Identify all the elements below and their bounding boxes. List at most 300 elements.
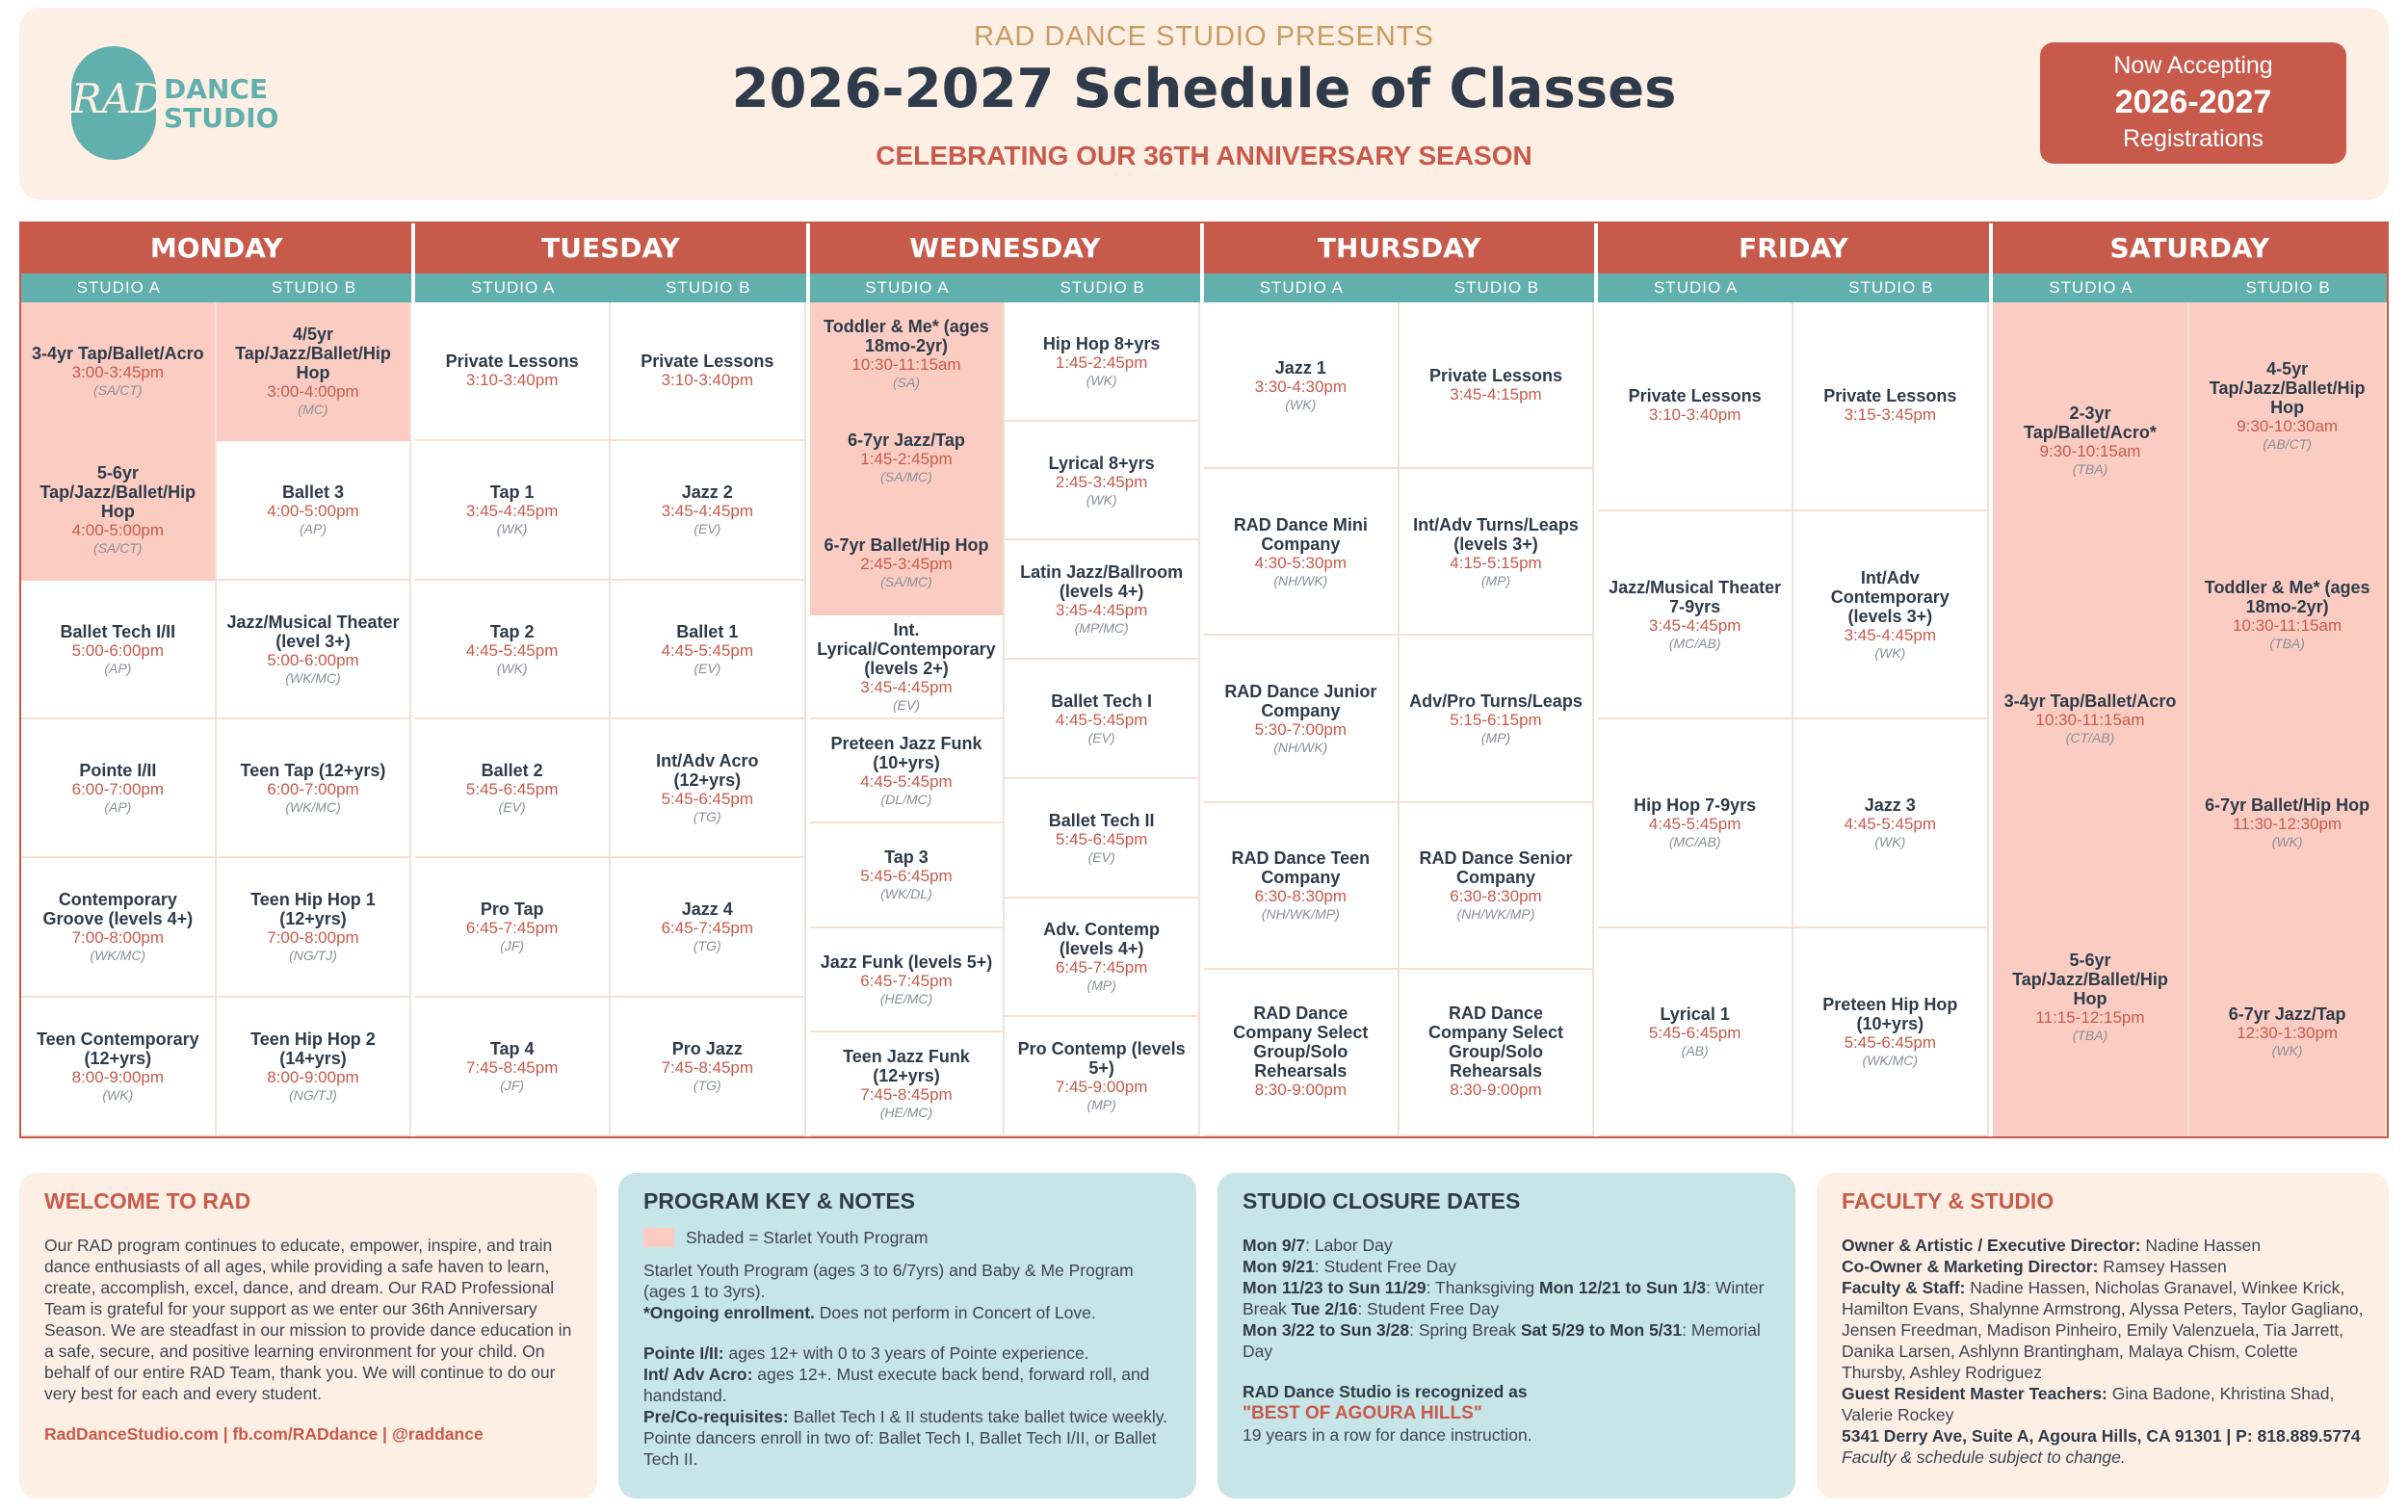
class-name: Toddler & Me* (ages 18mo-2yr) xyxy=(2204,577,2370,616)
closure-text-7: : Memorial Day xyxy=(1243,1320,1761,1361)
class-time: 12:30-1:30pm xyxy=(2237,1023,2339,1042)
class-name: Teen Hip Hop 2 (14+yrs) xyxy=(250,1029,376,1068)
prereq-notes xyxy=(643,1343,1171,1470)
closure-date-7: Sat 5/29 to Mon 5/31 xyxy=(1520,1320,1683,1340)
class-time: 4:45-5:45pm xyxy=(465,640,559,660)
class-cell xyxy=(810,511,1004,615)
closure-date-3: Mon 11/23 to Sun 11/29 xyxy=(1243,1278,1426,1297)
class-name: 5-6yr Tap/Jazz/Ballet/Hip Hop xyxy=(2012,950,2168,1008)
class-name: Jazz 2 xyxy=(681,482,733,503)
class-instructors: (MC/AB) xyxy=(1668,834,1721,850)
shaded-key-label: Shaded = Starlet Youth Program xyxy=(686,1228,929,1247)
class-instructors: (AB) xyxy=(1681,1042,1709,1058)
class-cell xyxy=(1204,970,1398,1136)
day-column-saturday xyxy=(1993,223,2387,1136)
class-cell xyxy=(1005,302,1198,422)
class-name: 4/5yr Tap/Jazz/Ballet/Hip Hop xyxy=(235,325,391,383)
class-cell xyxy=(415,998,609,1136)
class-name: RAD Dance Mini Company xyxy=(1233,514,1368,554)
class-time: 11:30-12:30pm xyxy=(2233,815,2343,834)
class-instructors: (EV) xyxy=(1087,848,1115,865)
class-instructors: (SA/MC) xyxy=(880,469,932,485)
class-cell xyxy=(1005,422,1198,541)
class-instructors: (TBA) xyxy=(2072,461,2108,478)
class-name: Private Lessons xyxy=(1823,386,1957,406)
day-column-monday xyxy=(21,223,415,1136)
class-name: Jazz/Musical Theater 7-9yrs xyxy=(1609,577,1782,616)
class-cell xyxy=(810,719,1004,823)
class-instructors: (EV) xyxy=(1087,729,1115,745)
class-cell xyxy=(1204,302,1398,469)
class-time: 1:45-2:45pm xyxy=(860,450,953,469)
registration-badge xyxy=(2040,42,2346,164)
class-time: 5:45-6:45pm xyxy=(661,790,754,809)
class-cell xyxy=(415,581,609,719)
class-name: Private Lessons xyxy=(641,352,774,372)
class-instructors: (SA/CT) xyxy=(93,382,143,399)
studio-labels xyxy=(810,274,1200,302)
class-name: Teen Tap (12+yrs) xyxy=(240,761,386,781)
class-cell xyxy=(21,581,215,719)
studio-label: STUDIO A xyxy=(1259,278,1344,297)
closure-date-1: Mon 9/7 xyxy=(1243,1236,1306,1255)
studio-b-column xyxy=(611,302,806,1136)
class-time: 3:45-4:45pm xyxy=(1844,625,1937,644)
class-name: 2-3yr Tap/Ballet/Acro* xyxy=(2024,404,2157,443)
class-name: RAD Dance Company Select Group/Solo Rehearsals xyxy=(1427,1004,1563,1082)
class-cell xyxy=(1400,970,1593,1136)
class-instructors: (NG/TJ) xyxy=(289,948,337,964)
class-instructors: (TG) xyxy=(693,1077,721,1093)
class-instructors: (SA/CT) xyxy=(93,540,143,557)
welcome-title: WELCOME TO RAD xyxy=(44,1188,251,1213)
class-name: Adv. Contemp (levels 4+) xyxy=(1043,920,1160,959)
studio-label: STUDIO B xyxy=(1060,278,1145,297)
class-name: RAD Dance Teen Company xyxy=(1231,848,1371,888)
class-name: Latin Jazz/Ballroom (levels 4+) xyxy=(1020,562,1184,602)
studio-a-column xyxy=(810,302,1006,1136)
class-cell xyxy=(21,302,215,441)
class-cell xyxy=(1204,636,1398,802)
class-cell xyxy=(415,719,609,858)
social-links[interactable]: RadDanceStudio.com | fb.com/RADdance | @raddance xyxy=(44,1424,484,1444)
class-instructors: (SA/MC) xyxy=(880,573,932,589)
day-header: SATURDAY xyxy=(1993,223,2387,274)
class-time: 9:30-10:30am xyxy=(2237,417,2339,436)
class-name: Private Lessons xyxy=(1428,365,1563,385)
studio-a-column xyxy=(21,302,217,1136)
class-instructors: (WK/MC) xyxy=(90,948,146,964)
class-time: 5:45-6:45pm xyxy=(1648,1023,1741,1042)
studio-a-column xyxy=(1204,302,1400,1136)
class-cell xyxy=(415,858,609,997)
class-instructors: (MP) xyxy=(1480,572,1511,588)
closure-date-6: Mon 3/22 to Sun 3/28 xyxy=(1243,1320,1410,1340)
class-cell xyxy=(1400,803,1593,970)
class-instructors: (MC/AB) xyxy=(1668,635,1721,651)
class-instructors: (WK) xyxy=(1285,396,1317,412)
closure-text-3: : Thanksgiving xyxy=(1426,1278,1540,1297)
studio-a-column xyxy=(415,302,611,1136)
class-cell xyxy=(21,858,215,997)
studio-label: STUDIO B xyxy=(1453,278,1540,297)
class-instructors: (MP) xyxy=(1480,729,1511,745)
class-name: 4-5yr Tap/Jazz/Ballet/Hip Hop xyxy=(2209,359,2366,418)
class-cell xyxy=(1005,1017,1198,1136)
class-cell xyxy=(1005,779,1198,899)
class-time: 5:45-6:45pm xyxy=(1844,1032,1937,1052)
class-cell xyxy=(1793,719,1987,928)
class-instructors: (DL/MC) xyxy=(880,792,932,808)
program-key-title: PROGRAM KEY & NOTES xyxy=(643,1188,915,1213)
class-cell xyxy=(611,719,804,858)
class-instructors: (WK) xyxy=(2271,834,2303,850)
class-name: Ballet 3 xyxy=(281,482,344,503)
anniversary-subtitle: CELEBRATING OUR 36TH ANNIVERSARY SEASON xyxy=(876,141,1532,170)
class-cell xyxy=(217,858,410,997)
class-time: 3:10-3:40pm xyxy=(1648,405,1741,425)
class-time: 3:45-4:45pm xyxy=(1648,615,1741,635)
studio-columns xyxy=(1993,302,2387,1136)
class-instructors: (EV) xyxy=(892,696,920,713)
class-name: Teen Contemporary (12+yrs) xyxy=(36,1029,199,1068)
studio-a-column xyxy=(1993,302,2190,1136)
day-column-wednesday xyxy=(810,223,1204,1136)
class-name: Ballet 2 xyxy=(481,761,543,781)
class-time: 3:15-3:45pm xyxy=(1844,405,1937,425)
class-instructors: (WK) xyxy=(2271,1042,2303,1058)
studio-columns xyxy=(21,302,411,1136)
class-cell xyxy=(1005,660,1198,779)
class-instructors: (WK) xyxy=(102,1086,134,1103)
class-time: 4:45-5:45pm xyxy=(860,772,953,792)
class-instructors: (WK) xyxy=(1086,491,1117,508)
class-name: Preteen Jazz Funk (10+yrs) xyxy=(830,734,982,773)
closure-text-5: : Student Free Day xyxy=(1357,1299,1500,1318)
welcome-panel xyxy=(19,1173,597,1499)
closure-date-5: Tue 2/16 xyxy=(1291,1299,1358,1318)
class-name: Ballet Tech I xyxy=(1051,691,1152,711)
class-instructors: (WK) xyxy=(1874,834,1906,850)
ongoing-text: Does not perform in Concert of Love. xyxy=(814,1303,1096,1322)
class-cell xyxy=(1400,302,1593,469)
class-instructors: (NH/WK) xyxy=(1273,739,1328,755)
class-cell xyxy=(21,719,215,858)
class-time: 4:00-5:00pm xyxy=(267,502,359,521)
class-time: 3:00-3:45pm xyxy=(71,363,165,382)
class-cell xyxy=(611,302,804,441)
class-cell xyxy=(1598,302,1792,511)
logo-text: DANCE STUDIO xyxy=(164,73,279,134)
program-key-panel xyxy=(618,1173,1196,1499)
class-instructors: (AP) xyxy=(104,660,132,676)
studio-labels xyxy=(415,274,805,302)
acro-text: ages 12+. Must execute back bend, forward roll, and handstand. xyxy=(643,1365,1150,1405)
owner-label: Owner & Artistic / Executive Director: xyxy=(1842,1236,2141,1255)
class-instructors: (HE/MC) xyxy=(879,990,933,1006)
class-time: 4:45-5:45pm xyxy=(1055,710,1148,729)
best-of-agoura-hills: "BEST OF AGOURA HILLS" xyxy=(1243,1403,1482,1423)
class-cell xyxy=(1400,636,1593,802)
coowner-name: Ramsey Hassen xyxy=(2098,1257,2227,1276)
class-name: RAD Dance Company Select Group/Solo Rehearsals xyxy=(1233,1004,1369,1082)
class-name: Tap 2 xyxy=(489,621,535,641)
class-cell xyxy=(1598,719,1792,928)
class-instructors: (AP) xyxy=(104,799,132,816)
closure-text-2: : Student Free Day xyxy=(1314,1257,1456,1276)
class-time: 4:45-5:45pm xyxy=(661,640,754,660)
class-cell xyxy=(810,928,1004,1032)
pointe-label: Pointe I/II: xyxy=(643,1343,724,1363)
class-cell xyxy=(1993,581,2188,859)
class-time: 6:00-7:00pm xyxy=(71,780,165,799)
class-time: 8:30-9:00pm xyxy=(1450,1081,1542,1100)
years-text: 19 years in a row for dance instruction. xyxy=(1243,1425,1532,1445)
class-name: Toddler & Me* (ages 18mo-2yr) xyxy=(824,317,989,356)
class-name: 6-7yr Jazz/Tap xyxy=(848,430,965,451)
class-instructors: (WK/MC) xyxy=(285,669,341,686)
page-title: 2026-2027 Schedule of Classes xyxy=(731,58,1677,120)
class-instructors: (WK) xyxy=(1874,644,1906,661)
class-time: 3:45-4:45pm xyxy=(661,502,754,521)
class-name: Private Lessons xyxy=(1628,386,1762,406)
staff-names: Nadine Hassen, Nicholas Granavel, Winkee Krick, Hamilton Evans, Shalynne Armstrong, Alyssa Peters, Taylor Gagliano, Jensen Freedman, Madison Pinheiro, Emily Valenzuela, Tia Jarrett, Danika Larsen, Ashlynn Brantingham, Malaya Chism, Colette Thursby, Ashley Rodriguez xyxy=(1842,1278,2364,1382)
class-time: 5:30-7:00pm xyxy=(1254,719,1348,739)
studio-columns xyxy=(810,302,1200,1136)
studio-label: STUDIO B xyxy=(666,278,751,297)
studio-label: STUDIO A xyxy=(1653,278,1739,297)
closure-date-4: Mon 12/21 to Sun 1/3 xyxy=(1539,1278,1707,1297)
class-time: 4:45-5:45pm xyxy=(1844,815,1937,834)
starlet-note xyxy=(643,1260,1171,1323)
class-instructors: (WK) xyxy=(496,521,528,537)
class-time: 4:30-5:30pm xyxy=(1254,553,1348,572)
class-name: 5-6yr Tap/Jazz/Ballet/Hip Hop xyxy=(39,463,196,522)
class-instructors: (MP/MC) xyxy=(1074,620,1129,637)
class-time: 7:45-8:45pm xyxy=(661,1057,754,1077)
class-name: Jazz/Musical Theater (level 3+) xyxy=(226,612,400,651)
class-name: Jazz 1 xyxy=(1274,357,1326,378)
class-name: 6-7yr Jazz/Tap xyxy=(2228,1004,2346,1024)
class-time: 3:10-3:40pm xyxy=(465,371,559,390)
studio-b-column xyxy=(1793,302,1989,1136)
class-name: Private Lessons xyxy=(445,352,579,372)
class-time: 9:30-10:15am xyxy=(2039,442,2141,461)
class-instructors: (NH/WK/MP) xyxy=(1456,906,1535,923)
class-instructors: (TBA) xyxy=(2269,635,2305,651)
owner-name: Nadine Hassen xyxy=(2140,1236,2262,1255)
day-header: WEDNESDAY xyxy=(810,223,1200,274)
studio-b-column xyxy=(217,302,412,1136)
class-time: 8:00-9:00pm xyxy=(267,1067,359,1086)
closure-title: STUDIO CLOSURE DATES xyxy=(1243,1188,1521,1213)
class-time: 10:30-11:15am xyxy=(2035,710,2145,729)
class-cell xyxy=(1400,469,1593,636)
class-name: Adv/Pro Turns/Leaps xyxy=(1409,691,1583,711)
closure-date-2: Mon 9/21 xyxy=(1243,1257,1315,1276)
faculty-panel xyxy=(1817,1173,2389,1499)
class-name: Ballet Tech I/II xyxy=(60,621,176,641)
day-header: THURSDAY xyxy=(1204,223,1594,274)
guest-names: Gina Badone, Khristina Shad, Valerie Rockey xyxy=(1842,1384,2335,1424)
class-instructors: (WK/MC) xyxy=(1862,1052,1919,1068)
day-column-thursday xyxy=(1204,223,1598,1136)
studio-b-column xyxy=(1005,302,1200,1136)
welcome-body: Our RAD program continues to educate, empower, inspire, and train dance enthusiasts of all ages, while providing a safe haven to learn, create, accomplish, excel, dance, and dream. Our RAD Professional Team is grateful for your support as we enter our 36th Anniversary Season. We are steadfast in our mission to provide dance education in a safe, secure, and positive learning environment for your child. On behalf of our entire RAD Team, thank you. We will continue to do our very best for each and every student. xyxy=(44,1236,572,1403)
class-time: 2:45-3:45pm xyxy=(1055,472,1148,491)
class-name: Tap 1 xyxy=(489,482,535,503)
studio-b-column xyxy=(2189,302,2387,1136)
studio-label: STUDIO A xyxy=(470,278,556,297)
class-time: 7:00-8:00pm xyxy=(267,928,359,948)
class-instructors: (EV) xyxy=(694,521,721,537)
class-time: 6:00-7:00pm xyxy=(267,780,359,799)
recognition xyxy=(1243,1381,1770,1446)
class-cell xyxy=(217,719,410,858)
registration-line-3: Registrations xyxy=(2123,125,2264,152)
class-instructors: (TG) xyxy=(693,809,721,825)
class-time: 6:45-7:45pm xyxy=(860,971,953,990)
class-cell xyxy=(810,615,1004,719)
class-name: Ballet Tech II xyxy=(1048,810,1155,830)
registration-line-1: Now Accepting xyxy=(2113,52,2273,79)
class-instructors: (TBA) xyxy=(2072,1027,2108,1043)
class-cell xyxy=(2189,511,2385,720)
class-name: Hip Hop 8+yrs xyxy=(1042,333,1161,353)
class-name: Ballet 1 xyxy=(676,621,739,641)
class-instructors: (HE/MC) xyxy=(879,1104,933,1120)
class-time: 3:00-4:00pm xyxy=(267,382,359,402)
pointe-text: ages 12+ with 0 to 3 years of Pointe experience. xyxy=(723,1343,1089,1363)
closure-panel xyxy=(1217,1173,1795,1499)
class-name: 3-4yr Tap/Ballet/Acro xyxy=(2003,691,2177,711)
schedule-grid xyxy=(19,222,2389,1138)
class-instructors: (NH/WK/MP) xyxy=(1261,906,1340,923)
studio-columns xyxy=(1204,302,1594,1136)
class-cell xyxy=(1793,511,1987,720)
class-time: 7:45-8:45pm xyxy=(465,1057,559,1077)
class-time: 10:30-11:15am xyxy=(2233,615,2343,635)
ongoing-label: *Ongoing enrollment. xyxy=(643,1303,815,1322)
class-name: 6-7yr Ballet/Hip Hop xyxy=(2205,795,2370,816)
studio-a-column xyxy=(1598,302,1793,1136)
class-instructors: (TG) xyxy=(693,938,721,954)
class-cell xyxy=(1993,858,2188,1136)
class-time: 7:45-9:00pm xyxy=(1055,1078,1148,1097)
class-name: Pro Jazz xyxy=(671,1038,743,1058)
presents-line: RAD DANCE STUDIO PRESENTS xyxy=(974,21,1434,52)
class-time: 2:45-3:45pm xyxy=(860,554,953,573)
closure-text-6: : Spring Break xyxy=(1409,1320,1521,1340)
class-name: Jazz 3 xyxy=(1864,795,1916,816)
class-instructors: (AB/CT) xyxy=(2263,436,2312,453)
logo-glyph: RAD xyxy=(71,75,164,122)
class-time: 3:10-3:40pm xyxy=(661,371,754,390)
shaded-swatch xyxy=(643,1228,674,1247)
class-time: 6:45-7:45pm xyxy=(465,919,559,938)
class-cell xyxy=(217,302,410,441)
class-instructors: (EV) xyxy=(694,660,721,676)
class-time: 5:00-6:00pm xyxy=(267,650,359,669)
class-time: 5:45-6:45pm xyxy=(465,780,559,799)
class-time: 5:15-6:15pm xyxy=(1450,710,1542,729)
class-instructors: (JF) xyxy=(500,1077,525,1093)
class-name: Int/Adv Turns/Leaps (levels 3+) xyxy=(1413,514,1579,554)
class-time: 3:45-4:45pm xyxy=(465,502,559,521)
class-name: Pro Tap xyxy=(480,899,544,920)
closure-text-4: : Winter Break xyxy=(1243,1278,1765,1318)
class-instructors: (NH/WK) xyxy=(1273,572,1328,588)
class-time: 3:30-4:30pm xyxy=(1254,377,1348,396)
class-name: RAD Dance Junior Company xyxy=(1224,681,1377,720)
studio-label: STUDIO B xyxy=(2245,278,2331,297)
class-name: Int. Lyrical/Contemporary (levels 2+) xyxy=(817,619,996,678)
studio-label: STUDIO A xyxy=(865,278,950,297)
studio-label: STUDIO A xyxy=(76,278,161,297)
prereq-label: Pre/Co-requisites: xyxy=(643,1407,789,1426)
class-name: Lyrical 1 xyxy=(1660,1004,1730,1024)
class-cell xyxy=(810,1032,1004,1136)
studio-address: 5341 Derry Ave, Suite A, Agoura Hills, CA 91301 | P: 818.889.5774 xyxy=(1842,1426,2361,1446)
class-name: 6-7yr Ballet/Hip Hop xyxy=(824,534,989,555)
closure-text-1: : Labor Day xyxy=(1305,1236,1393,1255)
class-time: 6:30-8:30pm xyxy=(1450,887,1542,906)
class-name: Jazz Funk (levels 5+) xyxy=(820,952,993,972)
class-cell xyxy=(1598,928,1792,1137)
class-instructors: (WK/DL) xyxy=(880,886,932,902)
class-time: 3:45-4:45pm xyxy=(860,677,953,696)
class-time: 6:45-7:45pm xyxy=(661,919,754,938)
closure-dates xyxy=(1243,1235,1770,1362)
class-time: 8:30-9:00pm xyxy=(1254,1081,1348,1100)
class-name: RAD Dance Senior Company xyxy=(1419,848,1573,888)
prereq-text: Ballet Tech I & II students take ballet twice weekly. Pointe dancers enroll in two of: Ballet Tech I, Ballet Tech I/II, or Ballet Tech II. xyxy=(643,1407,1168,1469)
class-time: 1:45-2:45pm xyxy=(1055,352,1148,372)
class-instructors: (EV) xyxy=(498,799,526,816)
class-cell xyxy=(217,441,410,580)
studio-label: STUDIO A xyxy=(2049,278,2133,297)
day-column-friday xyxy=(1598,223,1992,1136)
class-cell xyxy=(810,823,1004,927)
class-name: Teen Hip Hop 1 (12+yrs) xyxy=(250,890,376,929)
studio-columns xyxy=(1598,302,1988,1136)
class-time: 5:00-6:00pm xyxy=(71,640,165,660)
shaded-key xyxy=(643,1227,1171,1248)
class-cell xyxy=(217,998,410,1136)
class-time: 3:45-4:45pm xyxy=(1055,601,1148,620)
class-time: 5:45-6:45pm xyxy=(860,867,953,886)
class-cell xyxy=(611,581,804,719)
class-time: 10:30-11:15am xyxy=(851,355,961,375)
class-cell xyxy=(1793,302,1987,511)
studio-labels xyxy=(1598,274,1988,302)
class-name: 3-4yr Tap/Ballet/Acro xyxy=(31,344,204,364)
class-cell xyxy=(1598,511,1792,720)
class-instructors: (WK) xyxy=(496,660,528,676)
class-time: 6:30-8:30pm xyxy=(1254,887,1348,906)
class-name: Pro Contemp (levels 5+) xyxy=(1017,1039,1186,1079)
class-time: 4:45-5:45pm xyxy=(1648,815,1741,834)
class-name: Contemporary Groove (levels 4+) xyxy=(42,890,194,929)
acro-label: Int/ Adv Acro: xyxy=(643,1365,753,1384)
class-cell xyxy=(1005,540,1198,660)
class-name: Pointe I/II xyxy=(79,761,157,781)
class-cell xyxy=(1005,899,1198,1018)
studio-labels xyxy=(21,274,411,302)
staff-label: Faculty & Staff: xyxy=(1842,1278,1966,1297)
class-cell xyxy=(21,441,215,580)
class-time: 8:00-9:00pm xyxy=(71,1067,165,1086)
